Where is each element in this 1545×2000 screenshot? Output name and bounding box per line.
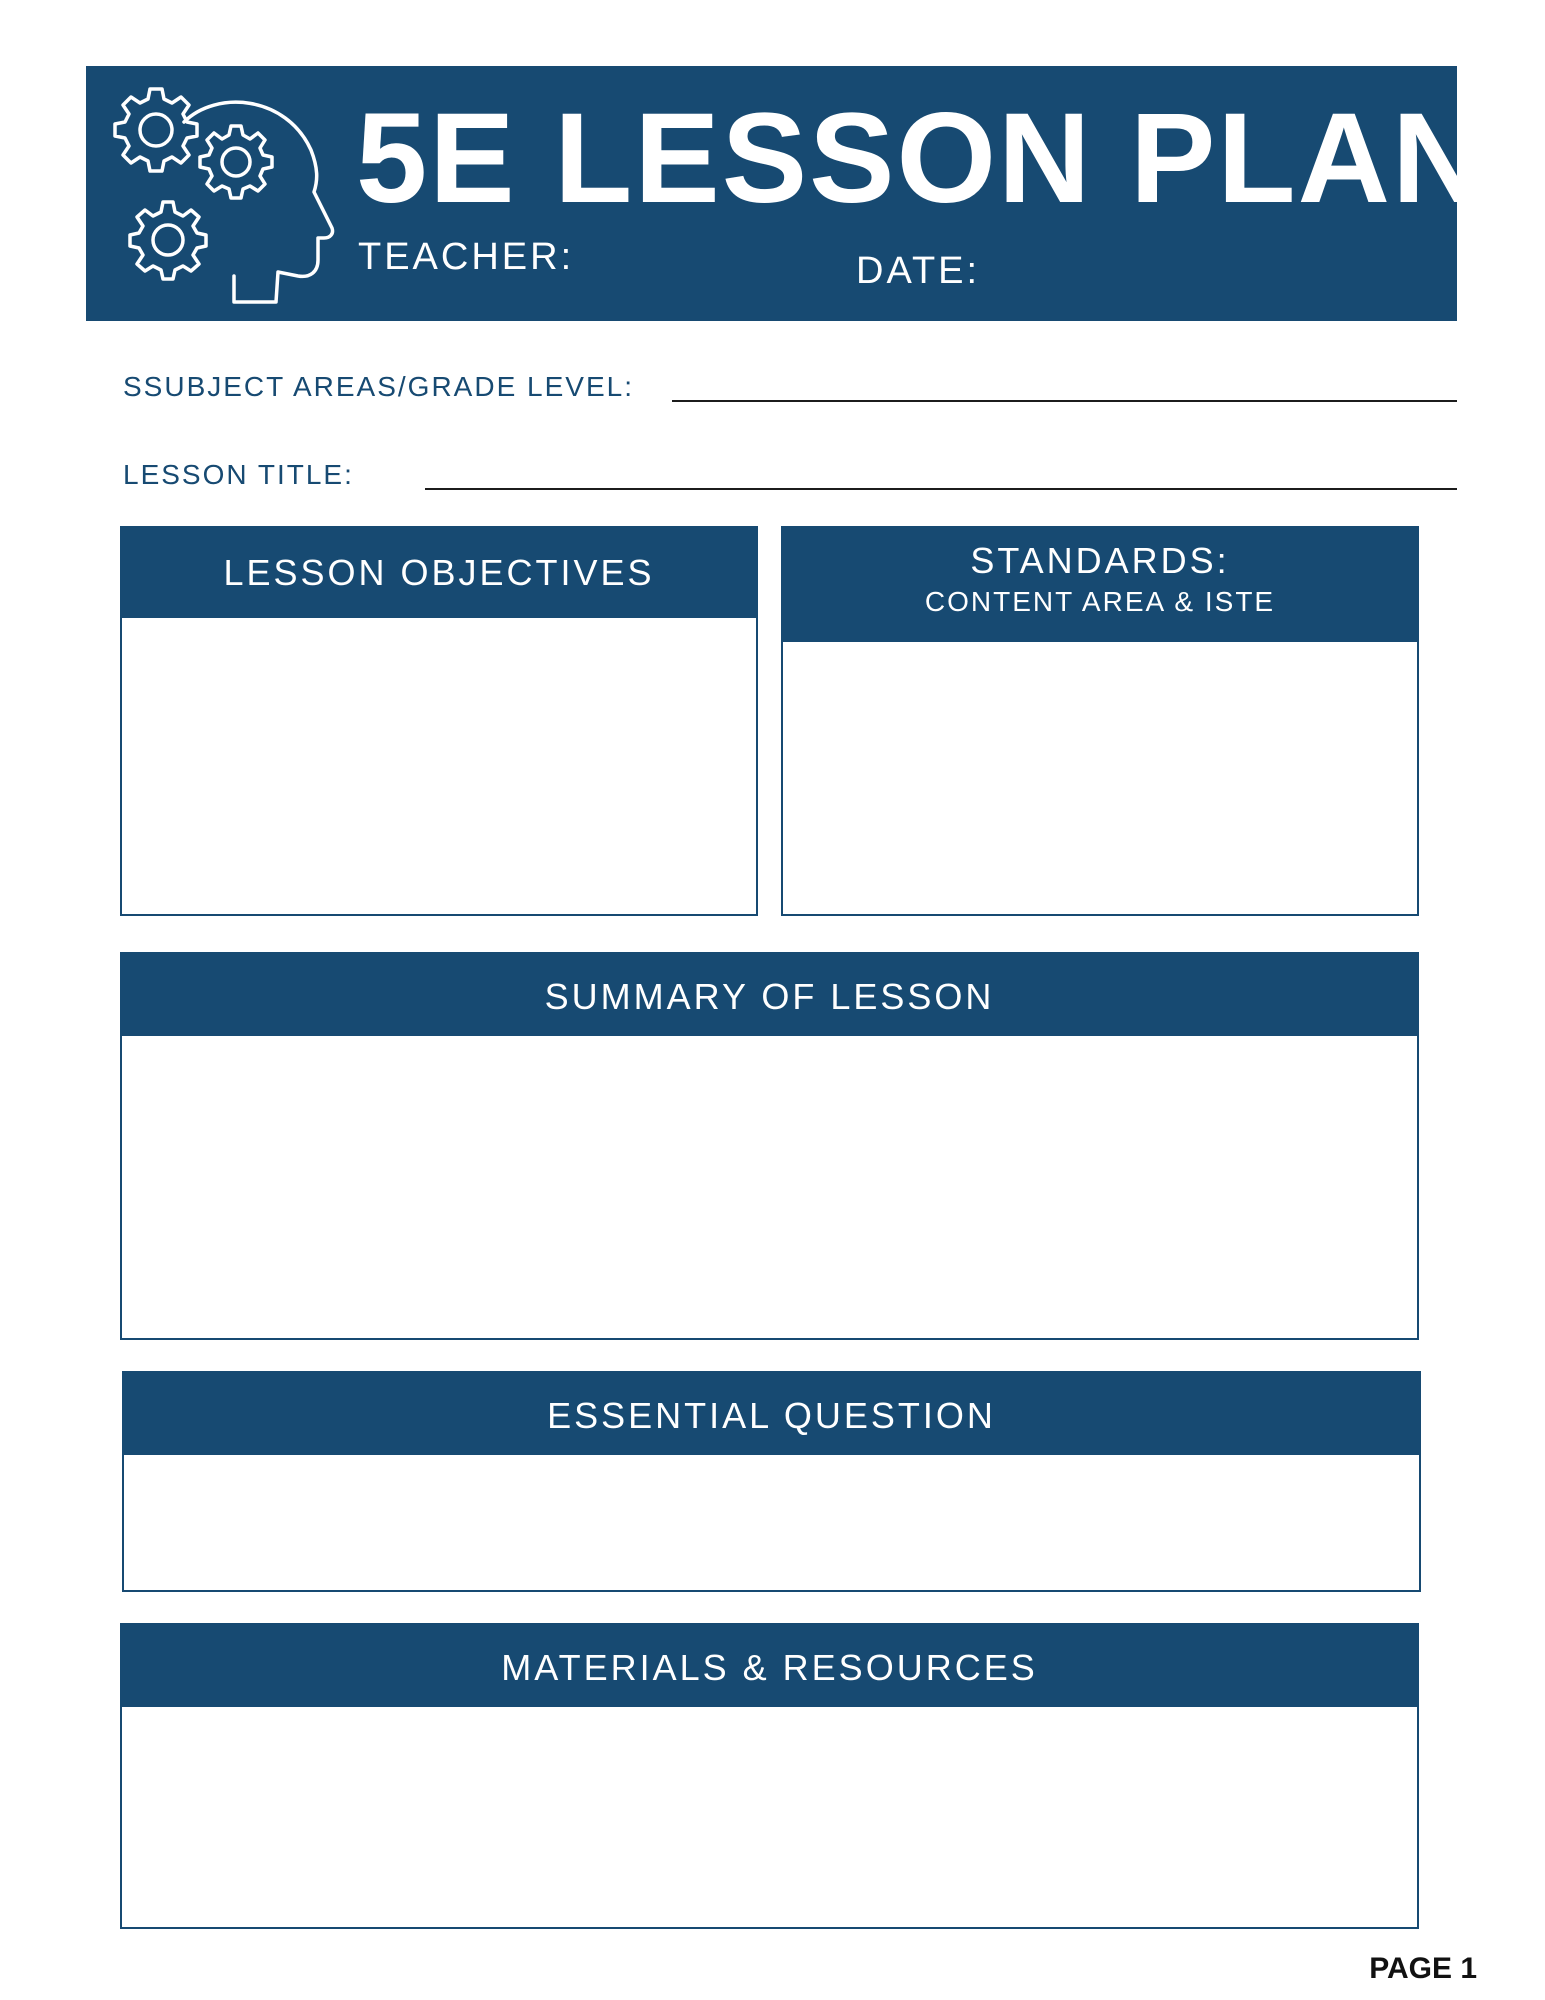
essential-question-title: ESSENTIAL QUESTION	[547, 1395, 996, 1436]
subject-grade-line[interactable]	[672, 400, 1457, 402]
objectives-title: LESSON OBJECTIVES	[223, 552, 655, 593]
standards-subtitle: CONTENT AREA & ISTE	[924, 586, 1276, 617]
header-banner	[86, 66, 1487, 321]
materials-header	[122, 1625, 1417, 1707]
summary-box[interactable]	[120, 952, 1419, 1340]
summary-title: SUMMARY OF LESSON	[544, 976, 995, 1017]
materials-box[interactable]	[120, 1623, 1419, 1929]
head-gears-icon	[106, 80, 336, 310]
page-title: 5E LESSON PLAN	[356, 87, 1487, 230]
subject-grade-label: SSUBJECT AREAS/GRADE LEVEL:	[123, 371, 634, 402]
page-number: PAGE 1	[1369, 1952, 1477, 1985]
summary-header	[122, 954, 1417, 1036]
lesson-title-label: LESSON TITLE:	[123, 459, 354, 490]
essential-question-header	[124, 1373, 1419, 1455]
teacher-label: TEACHER:	[358, 236, 575, 278]
objectives-header	[122, 528, 756, 618]
materials-title: MATERIALS & RESOURCES	[501, 1647, 1038, 1688]
standards-header	[783, 528, 1417, 642]
lesson-title-line[interactable]	[425, 488, 1457, 490]
essential-question-box[interactable]	[122, 1371, 1421, 1592]
objectives-box[interactable]	[120, 526, 758, 916]
date-label: DATE:	[856, 250, 981, 292]
standards-box[interactable]	[781, 526, 1419, 916]
standards-title: STANDARDS:	[970, 540, 1230, 581]
